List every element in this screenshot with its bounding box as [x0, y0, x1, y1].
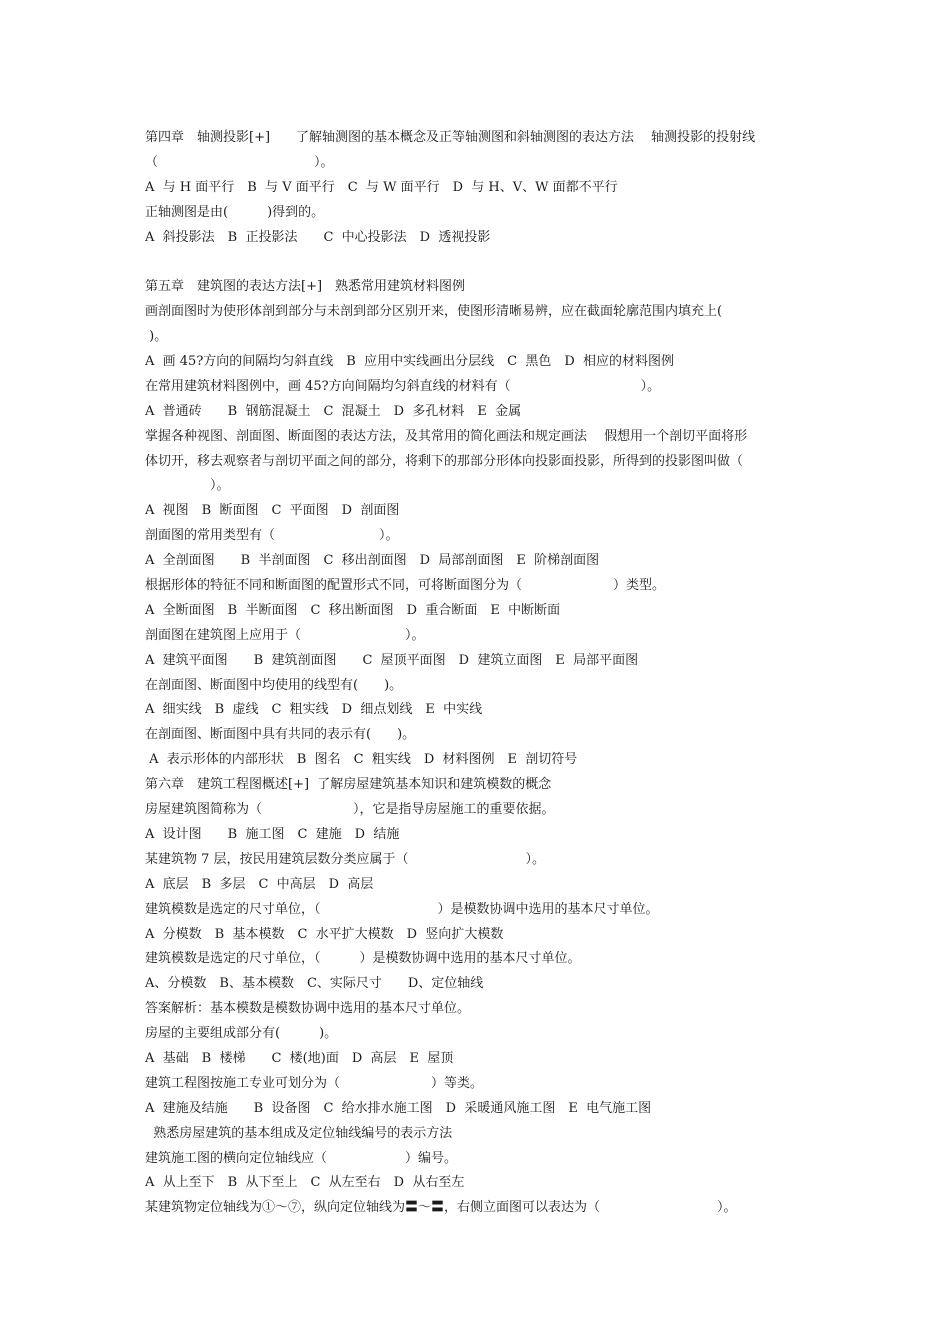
text-line-18: A 全剖面图 B 半剖面图 C 移出剖面图 D 局部剖面图 E 阶梯剖面图	[145, 553, 600, 569]
text-line-32: 建筑模数是选定的尺寸单位，（ ）是模数协调中选用的基本尺寸单位。	[145, 901, 659, 917]
text-line-2: （ ）。	[145, 154, 334, 170]
text-line-31: A 底层 B 多层 C 中高层 D 高层	[145, 876, 374, 892]
text-line-12: A 普通砖 B 钢筋混凝土 C 混凝土 D 多孔材料 E 金属	[145, 403, 522, 419]
text-line-25: 在剖面图、断面图中具有共同的表示有( )。	[145, 727, 416, 743]
text-line-7: 第五章 建筑图的表达方法[+] 熟悉常用建筑材料图例	[145, 279, 466, 295]
text-line-23: 在剖面图、断面图中均使用的线型有( )。	[145, 677, 403, 693]
text-line-37: 房屋的主要组成部分有( )。	[145, 1026, 338, 1042]
text-line-39: 建筑工程图按施工专业可划分为（ ）等类。	[145, 1075, 484, 1091]
text-line-43: A 从上至下 B 从下至上 C 从左至右 D 从右至左	[145, 1175, 465, 1191]
text-line-10: A 画 45?方向的间隔均匀斜直线 B 应用中实线画出分层线 C 黑色 D 相应的材料图例	[145, 354, 675, 370]
text-line-20: A 全断面图 B 半断面图 C 移出断面图 D 重合断面 E 中断断面	[145, 602, 561, 618]
text-line-24: A 细实线 B 虚线 C 粗实线 D 细点划线 E 中实线	[145, 702, 483, 718]
text-line-28: 房屋建筑图简称为（ ），它是指导房屋施工的重要依据。	[145, 802, 555, 818]
text-line-33: A 分模数 B 基本模数 C 水平扩大模数 D 竖向扩大模数	[145, 926, 504, 942]
text-line-19: 根据形体的特征不同和断面图的配置形式不同，可将断面图分为（ ）类型。	[145, 578, 666, 594]
text-line-38: A 基础 B 楼梯 C 楼(地)面 D 高层 E 屋顶	[145, 1050, 454, 1066]
text-line-1: 第四章 轴测投影[+] 了解轴测图的基本概念及正等轴测图和斜轴测图的表达方法 轴测投影的投射线	[145, 130, 756, 145]
text-line-3: A 与 H 面平行 B 与 V 面平行 C 与 W 面平行 D 与 H、V、W 面都不平行	[145, 179, 618, 195]
text-line-36: 答案解析：基本模数是模数协调中选用的基本尺寸单位。	[145, 1001, 471, 1017]
text-line-44: 某建筑物定位轴线为①～⑦，纵向定位轴线为〓～〓，右侧立面图可以表达为（ ）。	[145, 1200, 737, 1216]
text-line-29: A 设计图 B 施工图 C 建施 D 结施	[145, 826, 400, 842]
blank-line	[145, 250, 815, 275]
text-line-30: 某建筑物 7 层，按民用建筑层数分类应属于（ ）。	[145, 851, 546, 867]
text-line-22: A 建筑平面图 B 建筑剖面图 C 屋顶平面图 D 建筑立面图 E 局部平面图	[145, 652, 639, 668]
text-line-41: 熟悉房屋建筑的基本组成及定位轴线编号的表示方法	[145, 1125, 453, 1141]
text-line-21: 剖面图在建筑图上应用于（ ）。	[145, 627, 425, 643]
text-line-15: ）。	[145, 478, 230, 494]
text-line-4: 正轴测图是由( )得到的。	[145, 204, 325, 220]
text-line-34: 建筑模数是选定的尺寸单位，（ ）是模数协调中选用的基本尺寸单位。	[145, 951, 581, 967]
text-line-27: 第六章 建筑工程图概述[+] 了解房屋建筑基本知识和建筑模数的概念	[145, 777, 552, 793]
text-line-40: A 建施及结施 B 设备图 C 给水排水施工图 D 采暖通风施工图 E 电气施工图	[145, 1100, 652, 1116]
text-line-9: )。	[145, 329, 168, 345]
text-line-42: 建筑施工图的横向定位轴线应（ ）编号。	[145, 1150, 458, 1166]
text-line-17: 剖面图的常用类型有（ ）。	[145, 528, 399, 544]
text-line-14: 体切开，移去观察者与剖切平面之间的部分，将剩下的那部分形体向投影面投影，所得到的投影图叫做（	[145, 453, 744, 469]
text-line-16: A 视图 B 断面图 C 平面图 D 剖面图	[145, 503, 400, 519]
text-line-11: 在常用建筑材料图例中，画 45?方向间隔均匀斜直线的材料有（ ）。	[145, 378, 661, 394]
text-line-35: A、分模数 B、基本模数 C、实际尺寸 D、定位轴线	[145, 976, 484, 992]
text-line-26: A 表示形体的内部形状 B 图名 C 粗实线 D 材料图例 E 剖切符号	[145, 752, 578, 768]
text-line-8: 画剖面图时为使形体剖到部分与未剖到部分区别开来，使图形清晰易辨，应在截面轮廓范围内填充上(	[145, 304, 723, 320]
text-line-5: A 斜投影法 B 正投影法 C 中心投影法 D 透视投影	[145, 229, 491, 245]
text-line-13: 掌握各种视图、剖面图、断面图的表达方法，及其常用的简化画法和规定画法 假想用一个剖切平面将形	[145, 428, 748, 444]
document-body	[145, 126, 815, 1221]
